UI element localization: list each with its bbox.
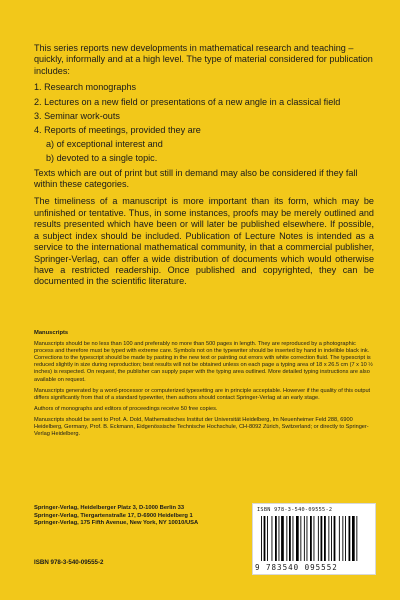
barcode-bar [267, 516, 268, 561]
manuscripts-paragraph-4: Manuscripts should be sent to Prof. A. Dold, Mathematisches Institut der Universität Heidelberg, Im Neuenheimer Feld 288, 6900 Heidelberg, Germany, Prof. B. Eckmann, Eidgenössische Technische Hochschule, CH-8092 Zürich, Switzerland; or directly to Springer-Verlag Heidelberg. [34, 416, 369, 438]
barcode-bar [310, 516, 312, 561]
barcode-bar [304, 516, 305, 561]
manuscripts-paragraph-1: Manuscripts should be no less than 100 and preferably no more than 500 pages in length. They are reproduced by a photographic process and therefore must be typed with extreme care. Symbols not on the typewriter should be inserted by hand in indelible black ink. Corrections to the typescript should be made by pasting in the new text or painting out errors with white correction fluid. The typescript is reduced slightly in size during reproduction; best results will not be obtained unless on each page a typing area of 18 x 26.5 cm (7 x 10 ½ inches) is respected. On request, the publisher can supply paper with the typing area outlined. More detailed typing instructions are also available on request. [34, 341, 373, 383]
list-item: 2. Lectures on a new field or presentations of a new angle in a classical field [34, 96, 341, 107]
isbn-text: ISBN 978-3-540-09555-2 [34, 559, 104, 566]
barcode-bar [296, 516, 299, 561]
list-item [34, 125, 374, 164]
manuscripts-heading: Manuscripts [34, 330, 69, 336]
intro-paragraph: This series reports new developments in mathematical research and teaching – quickly, informally and at a high level. The type of material considered for publication includes: [34, 43, 373, 76]
barcode-bar [314, 516, 315, 561]
barcode-bar [328, 516, 329, 561]
barcode-bar [293, 516, 294, 561]
barcode-bar [300, 516, 301, 561]
barcode-bar [334, 516, 336, 561]
barcode-bar [331, 516, 332, 561]
list-item: 1. Research monographs [34, 82, 137, 93]
barcode-bar [352, 516, 355, 561]
sublist-item: b) devoted to a single topic. [46, 153, 158, 164]
address-line: Springer-Verlag, Heidelberger Platz 3, D-1000 Berlin 33 [34, 505, 185, 511]
barcode-bar [286, 516, 287, 561]
sublist-item: a) of exceptional interest and [46, 138, 163, 149]
barcode-bar [261, 516, 262, 561]
address-line: Springer-Verlag, 175 Fifth Avenue, New York, NY 10010/USA [34, 520, 199, 527]
barcode-bar [342, 516, 343, 561]
barcode-bar [275, 516, 277, 561]
list-item: 3. Seminar work-outs [34, 111, 120, 122]
barcode-bar [289, 516, 291, 561]
cover-text [34, 43, 374, 288]
barcode-bar [349, 516, 351, 561]
barcode-bar [264, 516, 266, 561]
barcode-bar [324, 516, 326, 561]
out-of-print-paragraph: Texts which are out of print but still in demand may also be considered if they fall within these categories. [34, 167, 358, 190]
barcode-bar [321, 516, 323, 561]
barcode-bar [279, 516, 280, 561]
barcode-bar [307, 516, 308, 561]
manuscripts-paragraph-3: Authors of monographs and editors of proceedings receive 50 free copies. [34, 405, 218, 412]
barcode [252, 503, 376, 575]
material-list [34, 82, 374, 164]
barcode-bar [318, 516, 319, 561]
list-item-label: 4. Reports of meetings, provided they are [34, 125, 201, 136]
sublist [46, 139, 374, 165]
barcode-bar [272, 516, 273, 561]
barcode-bar [356, 516, 357, 561]
barcode-digits: 9 783540 095552 [255, 563, 338, 572]
manuscripts-section [34, 330, 374, 442]
timeliness-paragraph: The timeliness of a manuscript is more important than its form, which may be unfinished or tentative. Thus, in some instances, proofs may be merely outlined and results presented which have been or will later be published elsewhere. If possible, a subject index should be included. Publication of Lecture Notes is intended as a service to the international mathematical community, in that a commercial publisher, Springer-Verlag, can offer a wide distribution of documents which would otherwise have a restricted readership. Once published and copyrighted, they can be documented in the scientific literature. [34, 196, 374, 287]
barcode-bar [345, 516, 346, 561]
barcode-isbn: ISBN 978-3-540-09555-2 [257, 507, 333, 513]
address-line: Springer-Verlag, Tiergartenstraße 17, D-6900 Heidelberg 1 [34, 512, 193, 519]
barcode-bar [339, 516, 340, 561]
manuscripts-paragraph-2: Manuscripts generated by a word-processor or computerized typesetting are in principle acceptable. However if the quality of this output differs significantly from that of a standard typewriter, then authors should contact Springer-Verlag at an early stage. [34, 387, 371, 401]
barcode-bar [281, 516, 284, 561]
